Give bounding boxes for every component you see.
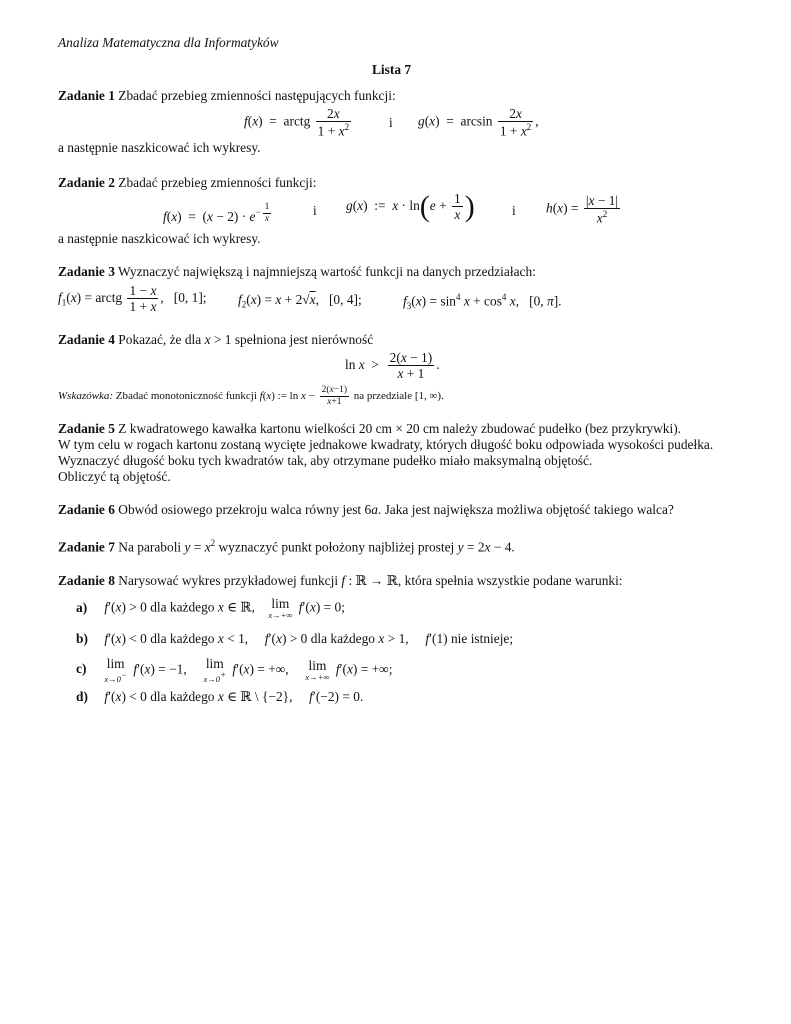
task-4-label: Zadanie 4: [58, 332, 115, 347]
task-2-conj-2: i: [512, 203, 516, 218]
task-1-after: a następnie naszkicować ich wykresy.: [58, 140, 261, 155]
task-8-statement: Zadanie 8 Narysować wykres przykładowej funkcji f : ℝ → ℝ, która spełnia wszystkie podane warunki:: [58, 573, 623, 588]
task-8-item-c: c) lim x→0− f′(x) = −1, lim x→0+ f′(x) = +∞, lim x→+∞ f′(x) = +∞;: [76, 656, 393, 685]
task-6-statement: Zadanie 6 Obwód osiowego przekroju walca równy jest 6a. Jaka jest największa możliwa objętość takiego walca?: [58, 502, 674, 517]
task-5-line-1: [58, 421, 681, 437]
task-6-text-post: . Jaka jest największa możliwa objętość takiego walca?: [377, 502, 674, 517]
task-8-text-pre: Narysować wykres przykładowej funkcji: [118, 573, 339, 588]
task-2-statement: [58, 175, 316, 191]
task-5-label: Zadanie 5: [58, 421, 115, 436]
task-4-hint-range-text: na przedziale: [353, 389, 413, 402]
task-8-item-d: d) f′(x) < 0 dla każdego x ∈ ℝ \ {−2}, f′(−2) = 0.: [76, 689, 364, 704]
task-2-label: Zadanie 2: [58, 175, 115, 190]
task-8-item-a: a) f′(x) > 0 dla każdego x ∈ ℝ, lim x→+∞ f′(x) = 0;: [76, 596, 345, 621]
course-title: Analiza Matematyczna dla Informatyków: [58, 35, 279, 50]
task-8-item-d-text: dla każdego: [150, 689, 215, 704]
task-4-text-post: spełniona jest nierówność: [234, 332, 374, 347]
task-7-text-pre: Na paraboli: [118, 539, 182, 555]
task-8-item-b: b) f′(x) < 0 dla każdego x < 1, f′(x) > 0 dla każdego x > 1, f′(1) nie istnieje;: [76, 631, 514, 646]
task-8-item-b-label: b): [76, 631, 88, 646]
task-4-statement: Zadanie 4 Pokazać, że dla x > 1 spełniona jest nierówność: [58, 332, 374, 347]
task-4-hint: Wskazówka: Zbadać monotoniczność funkcji f(x) := ln x − $\frac{2(x-1)}{x+1}$ na przedziale [1, ∞).: [58, 385, 444, 407]
task-4-hint-text: Zbadać monotoniczność funkcji: [115, 389, 257, 402]
task-4-inequality: ln x > $\frac{2(x - 1)}{x + 1}$ .: [345, 350, 440, 382]
task-8-item-b-text-1: dla każdego: [150, 631, 215, 646]
task-4-text-pre: Pokazać, że dla: [118, 332, 202, 347]
task-8-label: Zadanie 8: [58, 573, 115, 588]
task-3-text: Wyznaczyć największą i najmniejszą wartość funkcji na danych przedziałach:: [118, 264, 536, 279]
task-3-formula-f1: $f_1(x)$ = arctg $\frac{1 - x}{1 + x}$ , [0, 1];: [58, 283, 207, 315]
list-title: Lista 7: [372, 62, 412, 77]
task-1-statement: [58, 88, 396, 104]
task-2-after: a następnie naszkicować ich wykresy.: [58, 231, 261, 246]
task-1-text: Zbadać przebieg zmienności następujących funkcji:: [118, 88, 396, 103]
task-8-item-d-label: d): [76, 689, 88, 704]
task-2-formula-f: $f(x) = (x - 2) \cdot e^{- \frac{1}{x}}$: [163, 202, 270, 224]
task-5-line-2: W tym celu w rogach kartonu zostaną wycięte jednakowe kwadraty, których długość boku odpowiada wysokości pudełka.: [58, 437, 714, 452]
task-3-label: Zadanie 3: [58, 264, 115, 279]
task-8-item-a-text: dla każdego: [150, 599, 215, 615]
task-7-text-mid: wyznaczyć punkt położony najbliżej prostej: [218, 539, 455, 555]
task-5-line-3: Wyznaczyć długość boku tych kwadratów tak, aby otrzymane pudełko miało maksymalną objętość.: [58, 453, 593, 468]
task-2-formula-g: g(x) := x · ln(e + $\frac{1}{x}$ ): [346, 189, 475, 223]
task-6-label: Zadanie 6: [58, 502, 115, 517]
task-8-item-b-text-2: dla każdego: [310, 631, 376, 646]
task-3-statement: [58, 264, 536, 280]
task-2-text: Zbadać przebieg zmienności funkcji:: [118, 175, 317, 190]
task-8-text-post: , która spełnia wszystkie podane warunki:: [397, 573, 623, 588]
task-3-formula-f3: $f_3(x) = \sin^4 x + \cos^4 x$, [0, π].: [403, 292, 562, 312]
task-1-formula-f: f(x) = arctg $\frac{2x}{1 + x^2}$: [244, 106, 350, 139]
task-2-conj-1: i: [313, 203, 317, 218]
task-2-formula-h: h(x) = $\frac{|x - 1|}{x^2}$: [546, 193, 619, 226]
task-3-formula-f2: $f_2(x) = x + 2√x$, [0, 4];: [238, 292, 362, 310]
task-7-label: Zadanie 7: [58, 539, 115, 555]
task-6-text-pre: Obwód osiowego przekroju walca równy jest: [118, 502, 362, 517]
task-1-formula-g: g(x) = arcsin $\frac{2x}{1 + x^2}$ ,: [418, 106, 539, 139]
task-5-text-1: Z kwadratowego kawałka kartonu wielkości 20 cm × 20 cm należy zbudować pudełko (bez przykrywki).: [118, 421, 681, 436]
task-5-line-4: Obliczyć tą objętość.: [58, 469, 171, 484]
task-1-conj: i: [389, 115, 393, 130]
task-8-item-b-text-3: nie istnieje;: [450, 631, 514, 646]
task-8-item-a-label: a): [76, 599, 88, 615]
task-7-statement: Zadanie 7 Na paraboli $y = x^2$ wyznaczyć punkt położony najbliżej prostej y = 2x − 4.: [58, 538, 515, 555]
task-4-hint-label: Wskazówka:: [58, 389, 113, 402]
task-1-label: Zadanie 1: [58, 88, 115, 103]
task-8-item-c-label: c): [76, 661, 87, 677]
